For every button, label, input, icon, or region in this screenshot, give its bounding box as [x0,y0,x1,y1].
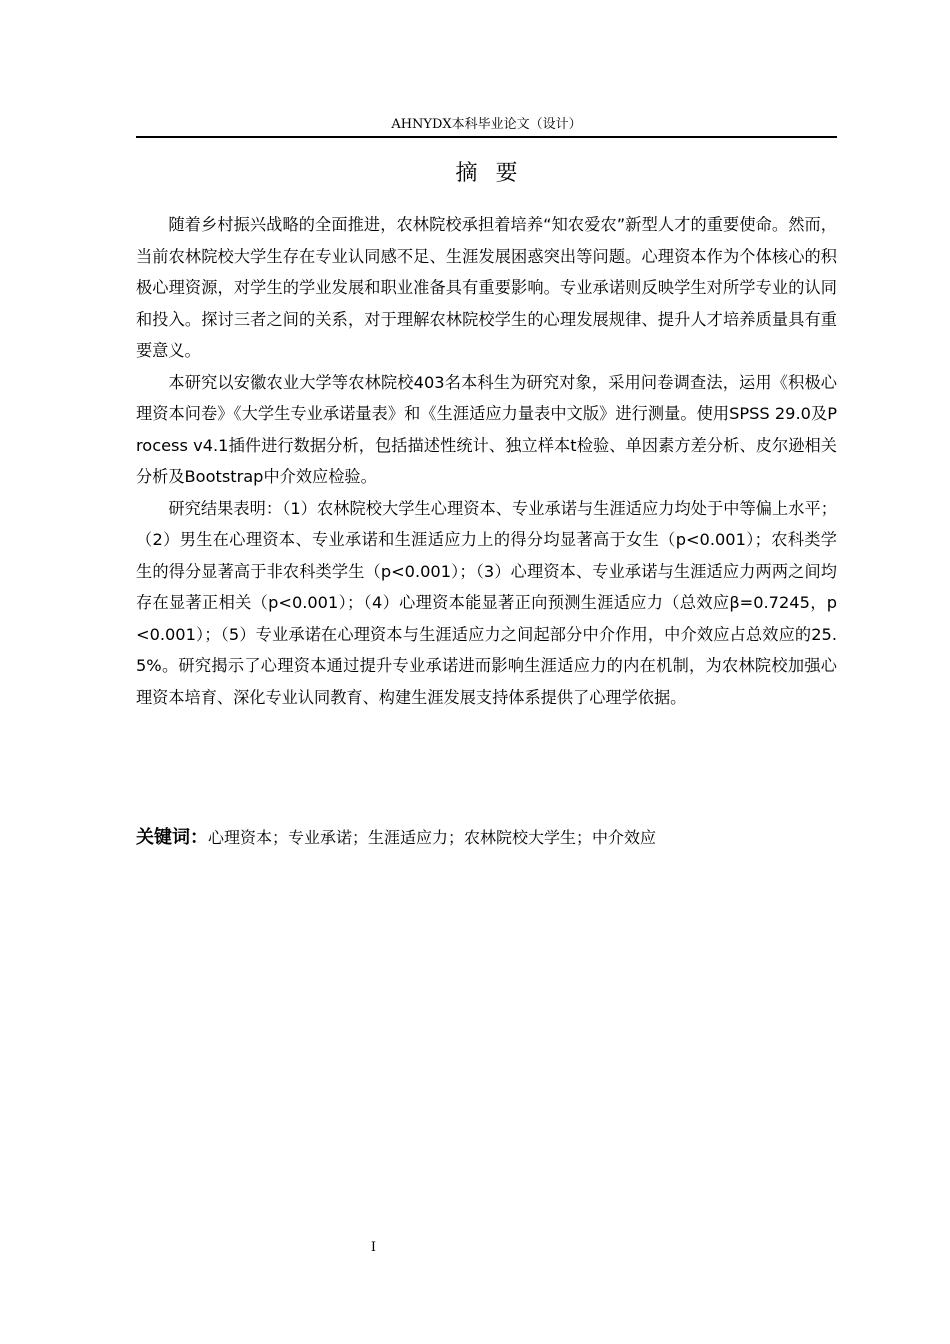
keywords-text: 心理资本；专业承诺；生涯适应力；农林院校大学生；中介效应 [208,828,657,847]
abstract-title: 摘要 [455,161,536,186]
abstract-paragraph-1: 随着乡村振兴战略的全面推进，农林院校承担着培养“知农爱农”新型人才的重要使命。然而，当前农林院校大学生存在专业认同感不足、生涯发展困惑突出等问题。心理资本作为个体核心的积极心理资源，对学生的学业发展和职业准备具有重要影响。专业承诺则反映学生对所学专业的认同和投入。探讨三者之间的关系，对于理解农林院校学生的心理发展规律、提升人才培养质量具有重要意义。 [136,215,837,360]
abstract-paragraph-3: 研究结果表明：（1）农林院校大学生心理资本、专业承诺与生涯适应力均处于中等偏上水平；（2）男生在心理资本、专业承诺和生涯适应力上的得分均显著高于女生（p<0.001）；农科类学生的得分显著高于非农科类学生（p<0.001）；（3）心理资本、专业承诺与生涯适应力两两之间均存在显著正相关（p<0.001）；（4）心理资本能显著正向预测生涯适应力（总效应β=0.7245，p<0.001）；（5）专业承诺在心理资本与生涯适应力之间起部分中介作用，中介效应占总效应的25.5%。研究揭示了心理资本通过提升专业承诺进而影响生涯适应力的内在机制，为农林院校加强心理资本培育、深化专业认同教育、构建生涯发展支持体系提供了心理学依据。 [136,498,837,707]
keywords-line [136,823,837,853]
abstract-paragraph-2: 本研究以安徽农业大学等农林院校403名本科生为研究对象，采用问卷调查法，运用《积极心理资本问卷》《大学生专业承诺量表》和《生涯适应力量表中文版》进行测量。使用SPSS 29.0及Process v4.1插件进行数据分析，包括描述性统计、独立样本t检验、单因素方差分析、皮尔逊相关分析及Bootstrap中介效应检验。 [136,372,837,486]
running-header: AHNYDX本科毕业论文（设计） [391,117,582,132]
page-number: I [370,1240,377,1255]
header-rule [136,136,837,138]
keywords-label: 关键词： [136,827,208,848]
abstract-body [136,209,837,713]
